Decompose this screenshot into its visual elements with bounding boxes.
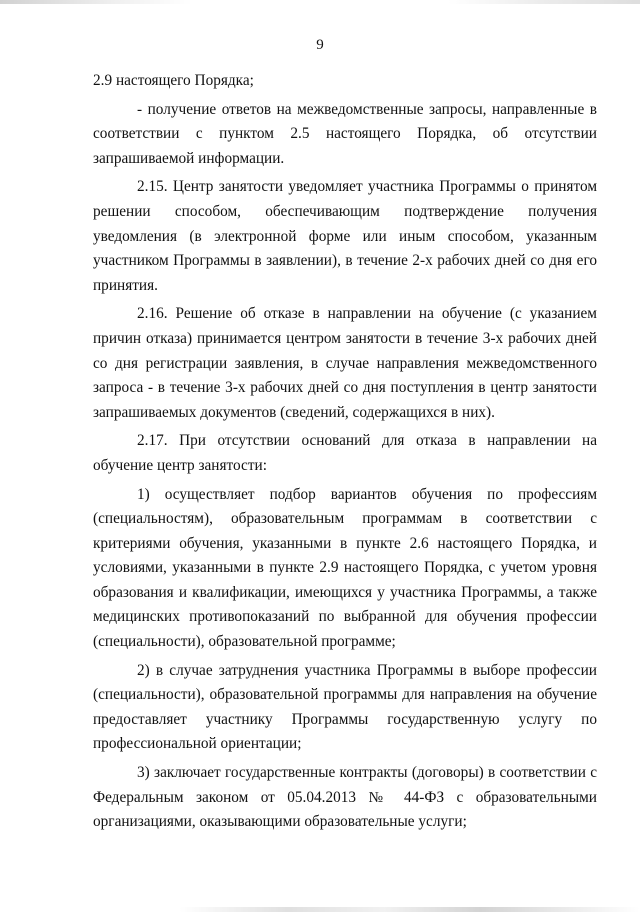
paragraph-2-16: 2.16. Решение об отказе в направлении на обучение (с указанием причин отказа) принимается центром занятости в течение 3-х рабочих дней со дня регистрации заявления, в случае направления межведомственного запроса - в течение 3-х рабочих дней со дня поступления в центр занятости запрашиваемых документов (сведений, содержащихся в них). [93, 305, 597, 421]
paragraph-dash-item: - получение ответов на межведомственные запросы, направленные в соответствии с пунктом 2.5 настоящего Порядка, об отсутствии запрашиваемой информации. [93, 100, 597, 167]
paragraph-continuation: 2.9 настоящего Порядка; [93, 72, 254, 89]
paragraph-item-3: 3) заключает государственные контракты (договоры) в соответствии с Федеральным законом от 05.04.2013 № 44-ФЗ с образовательными организациями, оказывающими образовательные услуги; [93, 764, 597, 831]
page-number: 9 [316, 37, 324, 53]
scan-edge-bottom [0, 907, 640, 912]
paragraph-item-2: 2) в случае затруднения участника Программы в выборе профессии (специальности), образовательной программы для направления на обучение предоставляет участнику Программы государственную услугу по профессиональной ориентации; [93, 661, 597, 753]
scan-edge-top [0, 0, 640, 4]
paragraph-2-15: 2.15. Центр занятости уведомляет участника Программы о принятом решении способом, обеспечивающим подтверждение получения уведомления (в электронной форме или иным способом, указанным участником Программы в заявлении), в течение 2-х рабочих дней со дня его принятия. [93, 178, 597, 294]
paragraph-2-17: 2.17. При отсутствии оснований для отказа в направлении на обучение центр занятости: [93, 432, 597, 474]
paragraph-item-1: 1) осуществляет подбор вариантов обучения по профессиям (специальностям), образовательным программам в соответствии с критериями обучения, указанными в пункте 2.6 настоящего Порядка, и условиями, указанными в пункте 2.9 настоящего Порядка, с учетом уровня образования и квалификации, имеющихся у участника Программы, а также медицинских противопоказаний по выбранной для обучения профессии (специальности), образовательной программе; [93, 485, 597, 651]
document-body [93, 69, 597, 839]
